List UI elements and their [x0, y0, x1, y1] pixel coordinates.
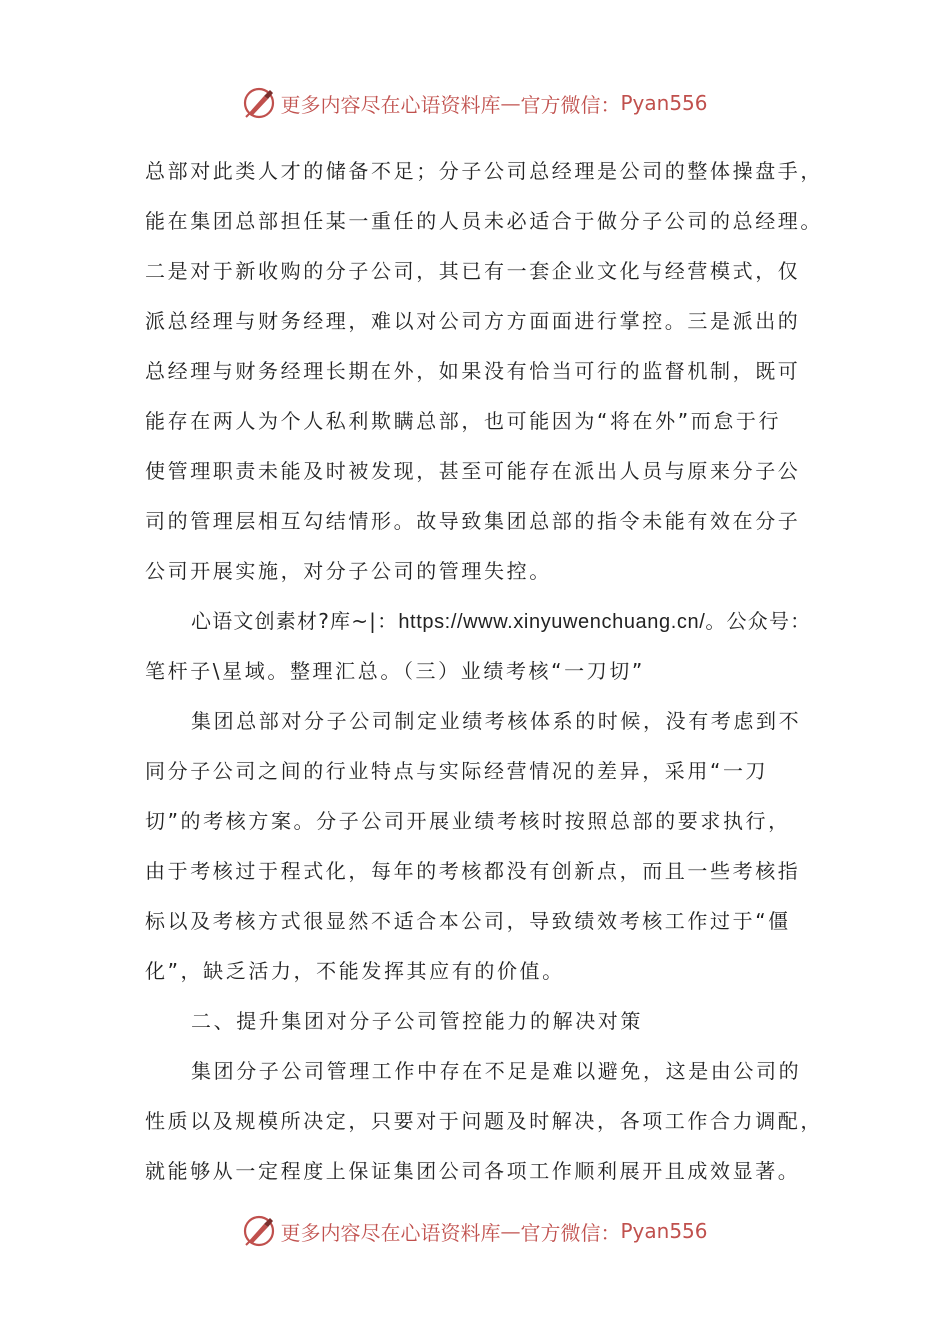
watermark-dash: —	[500, 91, 521, 115]
pen-logo-icon	[242, 1214, 276, 1248]
source-prefix: 心语文创素材?库~|：	[191, 609, 399, 633]
text-line: 就能够从一定程度上保证集团公司各项工作顺利展开且成效显著。	[145, 1159, 801, 1183]
text-line: 二是对于新收购的分子公司，其已有一套企业文化与经营模式，仅	[145, 259, 801, 283]
watermark-wechat-label: 官方微信：	[520, 92, 621, 117]
watermark-wechat-label: 官方微信：	[520, 1220, 621, 1245]
text-line: 化”，缺乏活力，不能发挥其应有的价值。	[145, 959, 565, 983]
document-body	[145, 146, 823, 1196]
header-watermark	[0, 83, 950, 123]
source-suffix: 。公众号：	[705, 609, 812, 633]
pen-logo-icon	[242, 86, 276, 120]
text-line: 总经理与财务经理长期在外，如果没有恰当可行的监督机制，既可	[145, 359, 801, 383]
text-line: 司的管理层相互勾结情形。故导致集团总部的指令未能有效在分子	[145, 509, 801, 533]
text-line: 派总经理与财务经理，难以对公司方方面面进行掌控。三是派出的	[145, 309, 801, 333]
text-line: 能在集团总部担任某一重任的人员未必适合于做分子公司的总经理。	[145, 209, 823, 233]
source-url: https://www.xinyuwenchuang.cn/	[398, 611, 706, 633]
watermark-dash: —	[500, 1219, 521, 1243]
text-line: 性质以及规模所决定，只要对于问题及时解决，各项工作合力调配，	[145, 1109, 823, 1133]
text-line: 笔杆子\星域。整理汇总。（三）业绩考核“一刀切”	[145, 659, 645, 683]
heading-line: 二、提升集团对分子公司管控能力的解决对策	[191, 1009, 643, 1033]
text-line: 集团分子公司管理工作中存在不足是难以避免，这是由公司的	[191, 1059, 802, 1083]
watermark-main-text: 更多内容尽在心语资料库	[280, 92, 501, 117]
paragraph-1	[145, 146, 823, 596]
text-line: 能存在两人为个人私利欺瞒总部，也可能因为“将在外”而怠于行	[145, 409, 782, 433]
watermark-wechat-id: Pyan556	[620, 91, 708, 115]
paragraph-2	[145, 596, 820, 696]
text-line: 集团总部对分子公司制定业绩考核体系的时候，没有考虑到不	[191, 709, 802, 733]
paragraph-5	[145, 1046, 823, 1196]
watermark-main-text: 更多内容尽在心语资料库	[280, 1220, 501, 1245]
text-line: 总部对此类人才的储备不足；分子公司总经理是公司的整体操盘手，	[145, 159, 823, 183]
text-line: 切”的考核方案。分子公司开展业绩考核时按照总部的要求执行，	[145, 809, 791, 833]
text-line: 公司开展实施，对分子公司的管理失控。	[145, 559, 552, 583]
paragraph-3	[145, 696, 820, 996]
section-heading	[145, 996, 820, 1046]
text-line	[145, 596, 820, 646]
text-line: 同分子公司之间的行业特点与实际经营情况的差异，采用“一刀	[145, 759, 769, 783]
text-line: 由于考核过于程式化，每年的考核都没有创新点，而且一些考核指	[145, 859, 801, 883]
watermark-wechat-id: Pyan556	[620, 1219, 708, 1243]
text-line: 标以及考核方式很显然不适合本公司，导致绩效考核工作过于“僵	[145, 909, 791, 933]
text-line: 使管理职责未能及时被发现，甚至可能存在派出人员与原来分子公	[145, 459, 801, 483]
footer-watermark	[0, 1211, 950, 1251]
